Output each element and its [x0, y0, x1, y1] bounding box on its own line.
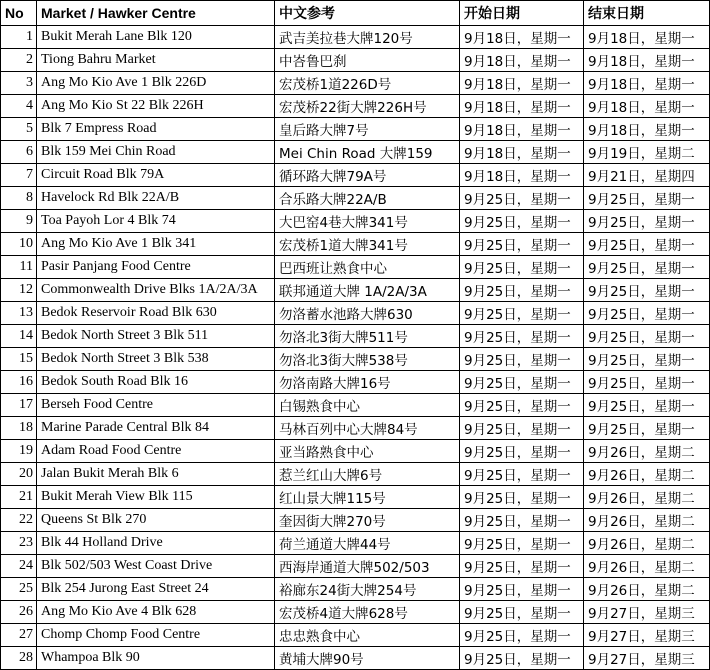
cell-chinese: 中峇鲁巴刹 — [275, 49, 460, 72]
cell-no: 13 — [1, 302, 37, 325]
cell-chinese: 勿洛蓄水池路大牌630 — [275, 302, 460, 325]
cell-market: Bedok South Road Blk 16 — [37, 371, 275, 394]
cell-market: Bukit Merah Lane Blk 120 — [37, 26, 275, 49]
table-row — [1, 348, 710, 371]
table-row — [1, 49, 710, 72]
cell-end-date: 9月25日，星期一 — [584, 210, 710, 233]
cell-no: 1 — [1, 26, 37, 49]
cell-market: Pasir Panjang Food Centre — [37, 256, 275, 279]
cell-no: 11 — [1, 256, 37, 279]
table-row — [1, 210, 710, 233]
cell-chinese: 大巴窑4巷大牌341号 — [275, 210, 460, 233]
table-row — [1, 532, 710, 555]
cell-chinese: 宏茂桥1道226D号 — [275, 72, 460, 95]
cell-market: Bukit Merah View Blk 115 — [37, 486, 275, 509]
cell-start-date: 9月25日，星期一 — [460, 279, 584, 302]
cell-end-date: 9月25日，星期一 — [584, 348, 710, 371]
cell-start-date: 9月18日，星期一 — [460, 118, 584, 141]
cell-start-date: 9月25日，星期一 — [460, 394, 584, 417]
cell-end-date: 9月25日，星期一 — [584, 233, 710, 256]
cell-end-date: 9月25日，星期一 — [584, 325, 710, 348]
cell-market: Bedok North Street 3 Blk 511 — [37, 325, 275, 348]
cell-chinese: 宏茂桥1道大牌341号 — [275, 233, 460, 256]
cell-no: 14 — [1, 325, 37, 348]
table-row — [1, 601, 710, 624]
cell-chinese: 勿洛南路大牌16号 — [275, 371, 460, 394]
table-body — [1, 26, 710, 670]
cell-start-date: 9月25日，星期一 — [460, 302, 584, 325]
cell-end-date: 9月18日，星期一 — [584, 95, 710, 118]
cell-market: Bedok North Street 3 Blk 538 — [37, 348, 275, 371]
cell-market: Havelock Rd Blk 22A/B — [37, 187, 275, 210]
cell-end-date: 9月26日，星期二 — [584, 440, 710, 463]
header-chinese: 中文参考 — [275, 1, 460, 26]
table-row — [1, 26, 710, 49]
cell-start-date: 9月25日，星期一 — [460, 578, 584, 601]
cell-chinese: 惹兰红山大牌6号 — [275, 463, 460, 486]
header-no: No — [1, 1, 37, 26]
table-row — [1, 624, 710, 647]
cell-market: Tiong Bahru Market — [37, 49, 275, 72]
cell-start-date: 9月18日，星期一 — [460, 164, 584, 187]
cell-chinese: 勿洛北3街大牌511号 — [275, 325, 460, 348]
cell-end-date: 9月18日，星期一 — [584, 118, 710, 141]
cell-market: Circuit Road Blk 79A — [37, 164, 275, 187]
cell-start-date: 9月18日，星期一 — [460, 95, 584, 118]
table-row — [1, 394, 710, 417]
cell-market: Blk 44 Holland Drive — [37, 532, 275, 555]
cell-start-date: 9月25日，星期一 — [460, 187, 584, 210]
cell-end-date: 9月25日，星期一 — [584, 417, 710, 440]
cell-end-date: 9月26日，星期二 — [584, 509, 710, 532]
cell-no: 8 — [1, 187, 37, 210]
cell-no: 20 — [1, 463, 37, 486]
cell-start-date: 9月25日，星期一 — [460, 486, 584, 509]
cell-start-date: 9月18日，星期一 — [460, 141, 584, 164]
cell-start-date: 9月25日，星期一 — [460, 440, 584, 463]
cell-no: 19 — [1, 440, 37, 463]
table-row — [1, 302, 710, 325]
cell-chinese: Mei Chin Road 大牌159 — [275, 141, 460, 164]
cell-chinese: 宏茂桥22街大牌226H号 — [275, 95, 460, 118]
table-row — [1, 164, 710, 187]
cell-chinese: 循环路大牌79A号 — [275, 164, 460, 187]
table-row — [1, 72, 710, 95]
cell-end-date: 9月26日，星期二 — [584, 532, 710, 555]
cell-market: Bedok Reservoir Road Blk 630 — [37, 302, 275, 325]
cell-no: 27 — [1, 624, 37, 647]
cell-chinese: 武吉美拉巷大牌120号 — [275, 26, 460, 49]
cell-start-date: 9月25日，星期一 — [460, 371, 584, 394]
cell-chinese: 裕廊东24街大牌254号 — [275, 578, 460, 601]
cell-start-date: 9月25日，星期一 — [460, 348, 584, 371]
table-row — [1, 325, 710, 348]
cell-no: 25 — [1, 578, 37, 601]
cell-chinese: 红山景大牌115号 — [275, 486, 460, 509]
cell-start-date: 9月25日，星期一 — [460, 647, 584, 670]
cell-market: Ang Mo Kio Ave 1 Blk 341 — [37, 233, 275, 256]
cell-market: Blk 159 Mei Chin Road — [37, 141, 275, 164]
cell-end-date: 9月26日，星期二 — [584, 578, 710, 601]
cell-start-date: 9月25日，星期一 — [460, 325, 584, 348]
header-start-date: 开始日期 — [460, 1, 584, 26]
cell-market: Commonwealth Drive Blks 1A/2A/3A — [37, 279, 275, 302]
cell-chinese: 白锡熟食中心 — [275, 394, 460, 417]
cell-end-date: 9月25日，星期一 — [584, 279, 710, 302]
header-market: Market / Hawker Centre — [37, 1, 275, 26]
cell-start-date: 9月25日，星期一 — [460, 555, 584, 578]
cell-start-date: 9月25日，星期一 — [460, 463, 584, 486]
cell-market: Ang Mo Kio Ave 1 Blk 226D — [37, 72, 275, 95]
cell-chinese: 皇后路大牌7号 — [275, 118, 460, 141]
table-row — [1, 578, 710, 601]
cell-market: Ang Mo Kio St 22 Blk 226H — [37, 95, 275, 118]
cell-end-date: 9月21日，星期四 — [584, 164, 710, 187]
cell-start-date: 9月25日，星期一 — [460, 210, 584, 233]
cell-market: Whampoa Blk 90 — [37, 647, 275, 670]
cell-no: 24 — [1, 555, 37, 578]
cell-chinese: 亚当路熟食中心 — [275, 440, 460, 463]
cell-no: 18 — [1, 417, 37, 440]
table-row — [1, 187, 710, 210]
table-row — [1, 279, 710, 302]
cell-no: 4 — [1, 95, 37, 118]
cell-end-date: 9月25日，星期一 — [584, 371, 710, 394]
table-row — [1, 233, 710, 256]
cell-no: 26 — [1, 601, 37, 624]
cell-start-date: 9月25日，星期一 — [460, 233, 584, 256]
cell-chinese: 巴西班让熟食中心 — [275, 256, 460, 279]
cell-chinese: 忠忠熟食中心 — [275, 624, 460, 647]
cell-start-date: 9月25日，星期一 — [460, 509, 584, 532]
cell-no: 22 — [1, 509, 37, 532]
cell-market: Adam Road Food Centre — [37, 440, 275, 463]
cell-chinese: 勿洛北3街大牌538号 — [275, 348, 460, 371]
cell-market: Jalan Bukit Merah Blk 6 — [37, 463, 275, 486]
cell-market: Marine Parade Central Blk 84 — [37, 417, 275, 440]
cell-no: 7 — [1, 164, 37, 187]
table-header — [1, 1, 710, 26]
cell-market: Ang Mo Kio Ave 4 Blk 628 — [37, 601, 275, 624]
cell-chinese: 马林百列中心大牌84号 — [275, 417, 460, 440]
cell-chinese: 西海岸通道大牌502/503 — [275, 555, 460, 578]
cell-no: 17 — [1, 394, 37, 417]
cell-no: 28 — [1, 647, 37, 670]
cell-no: 21 — [1, 486, 37, 509]
cell-market: Blk 254 Jurong East Street 24 — [37, 578, 275, 601]
cell-end-date: 9月26日，星期二 — [584, 463, 710, 486]
cell-end-date: 9月18日，星期一 — [584, 26, 710, 49]
cell-market: Chomp Chomp Food Centre — [37, 624, 275, 647]
cell-start-date: 9月25日，星期一 — [460, 624, 584, 647]
cell-end-date: 9月25日，星期一 — [584, 256, 710, 279]
cell-no: 16 — [1, 371, 37, 394]
table-row — [1, 509, 710, 532]
table-row — [1, 647, 710, 670]
cell-end-date: 9月25日，星期一 — [584, 394, 710, 417]
table-row — [1, 417, 710, 440]
cell-end-date: 9月27日，星期三 — [584, 624, 710, 647]
cell-no: 10 — [1, 233, 37, 256]
cell-end-date: 9月19日，星期二 — [584, 141, 710, 164]
cell-market: Queens St Blk 270 — [37, 509, 275, 532]
cell-chinese: 荷兰通道大牌44号 — [275, 532, 460, 555]
cell-start-date: 9月25日，星期一 — [460, 532, 584, 555]
cell-end-date: 9月18日，星期一 — [584, 72, 710, 95]
table-row — [1, 371, 710, 394]
cell-no: 23 — [1, 532, 37, 555]
table-row — [1, 141, 710, 164]
cell-end-date: 9月26日，星期二 — [584, 555, 710, 578]
cell-market: Toa Payoh Lor 4 Blk 74 — [37, 210, 275, 233]
cell-start-date: 9月18日，星期一 — [460, 49, 584, 72]
cell-start-date: 9月18日，星期一 — [460, 26, 584, 49]
header-end-date: 结束日期 — [584, 1, 710, 26]
table-row — [1, 256, 710, 279]
table-row — [1, 486, 710, 509]
cell-end-date: 9月26日，星期二 — [584, 486, 710, 509]
cell-end-date: 9月18日，星期一 — [584, 49, 710, 72]
cell-end-date: 9月27日，星期三 — [584, 601, 710, 624]
header-row — [1, 1, 710, 26]
cell-no: 6 — [1, 141, 37, 164]
cell-start-date: 9月25日，星期一 — [460, 256, 584, 279]
cell-no: 12 — [1, 279, 37, 302]
cell-chinese: 宏茂桥4道大牌628号 — [275, 601, 460, 624]
cell-chinese: 奎因街大牌270号 — [275, 509, 460, 532]
table-row — [1, 440, 710, 463]
cell-no: 2 — [1, 49, 37, 72]
cell-market: Berseh Food Centre — [37, 394, 275, 417]
cell-no: 3 — [1, 72, 37, 95]
cell-no: 9 — [1, 210, 37, 233]
cell-end-date: 9月25日，星期一 — [584, 187, 710, 210]
cell-market: Blk 502/503 West Coast Drive — [37, 555, 275, 578]
cell-market: Blk 7 Empress Road — [37, 118, 275, 141]
table-row — [1, 95, 710, 118]
table-row — [1, 118, 710, 141]
table-row — [1, 463, 710, 486]
cell-no: 5 — [1, 118, 37, 141]
cell-end-date: 9月25日，星期一 — [584, 302, 710, 325]
cell-start-date: 9月25日，星期一 — [460, 601, 584, 624]
cell-start-date: 9月18日，星期一 — [460, 72, 584, 95]
cell-chinese: 合乐路大牌22A/B — [275, 187, 460, 210]
cell-no: 15 — [1, 348, 37, 371]
cell-start-date: 9月25日，星期一 — [460, 417, 584, 440]
cell-chinese: 联邦通道大牌 1A/2A/3A — [275, 279, 460, 302]
cell-chinese: 黄埔大牌90号 — [275, 647, 460, 670]
table-row — [1, 555, 710, 578]
cell-end-date: 9月27日，星期三 — [584, 647, 710, 670]
